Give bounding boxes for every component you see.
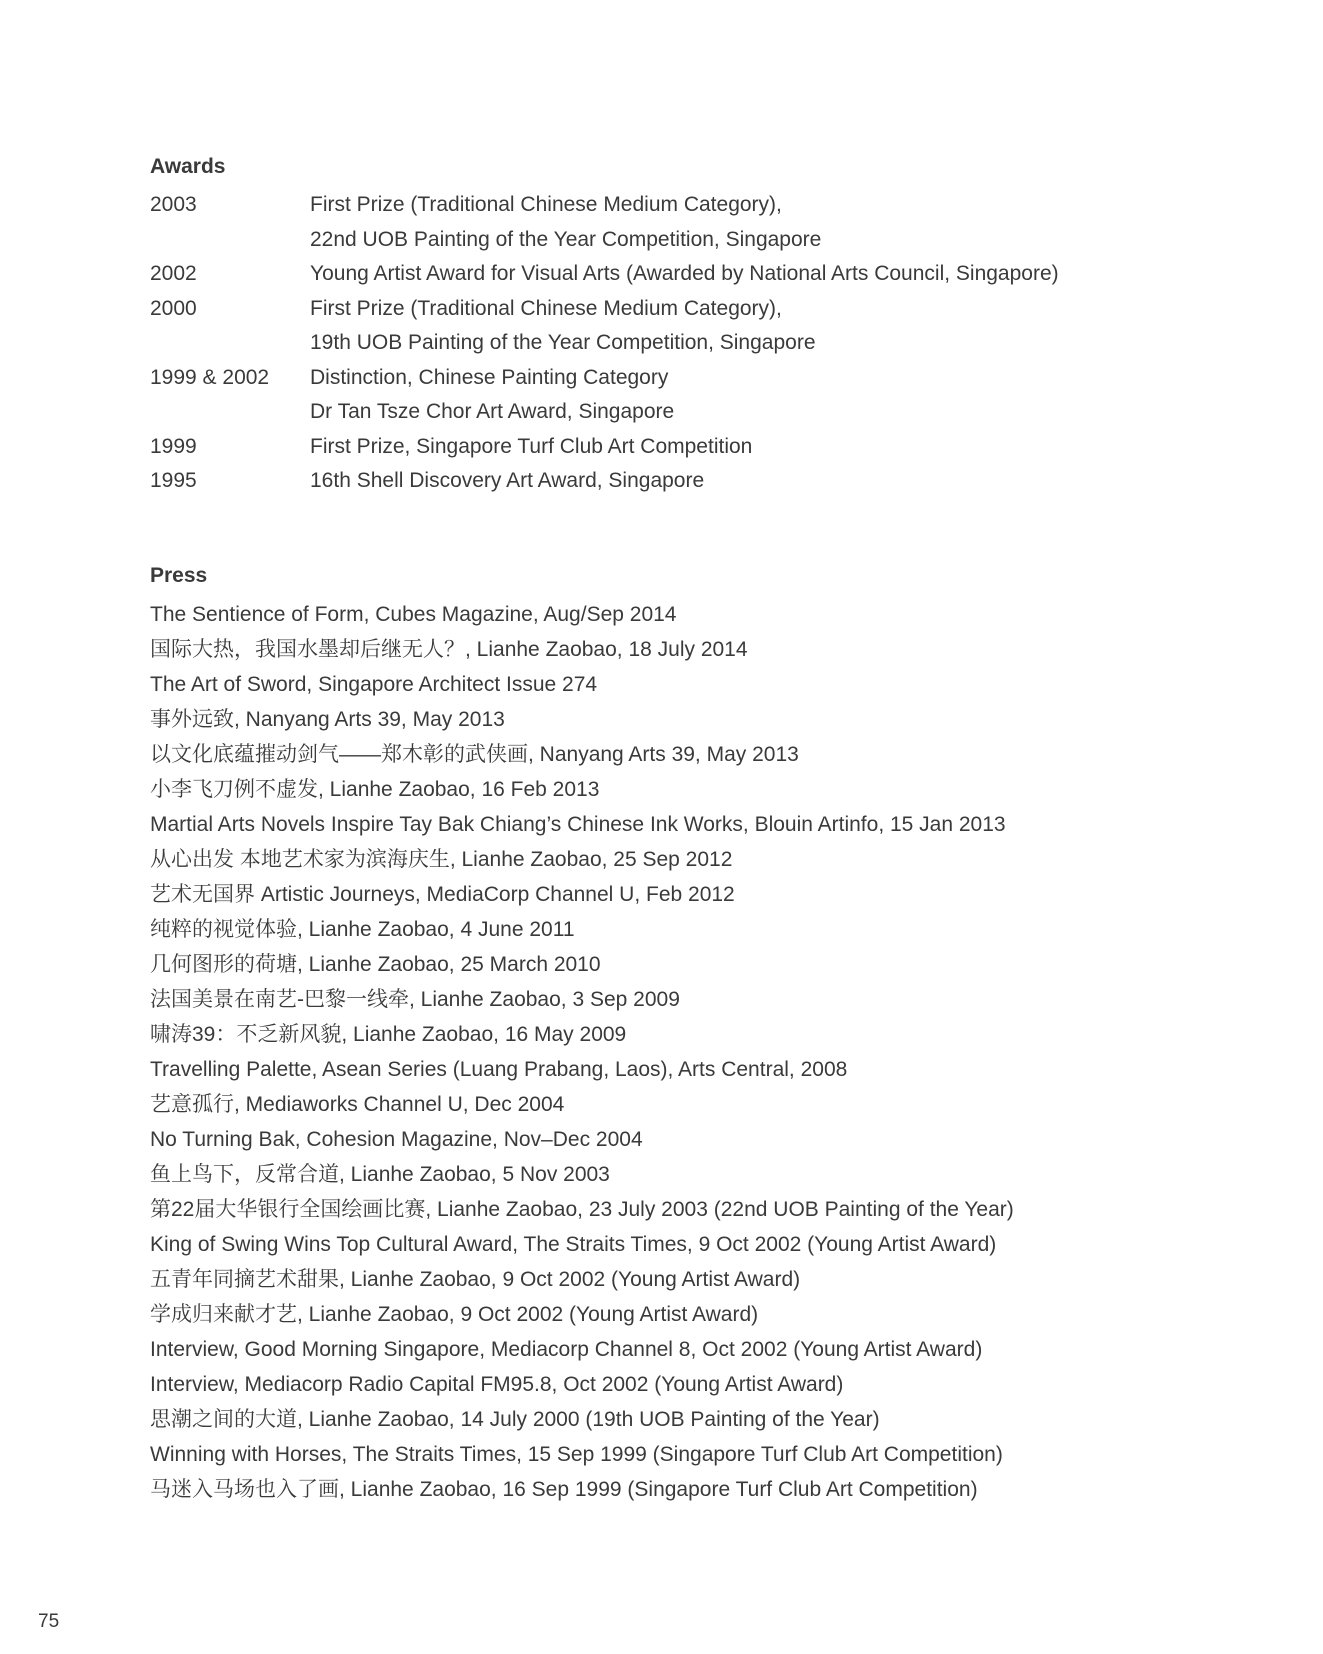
press-entry: 小李飞刀例不虚发, Lianhe Zaobao, 16 Feb 2013 [150,777,600,801]
award-description [310,292,1250,361]
press-entry: 啸涛39：不乏新风貌, Lianhe Zaobao, 16 May 2009 [150,1022,627,1046]
award-description-line: First Prize (Traditional Chinese Medium Category), [310,296,782,320]
award-description [310,464,1250,499]
press-entry: 法国美景在南艺-巴黎一线牵, Lianhe Zaobao, 3 Sep 2009 [150,987,680,1011]
award-year: 2003 [150,193,197,216]
award-entry [150,464,1250,499]
document-page [150,152,1250,1507]
award-description-line: Distinction, Chinese Painting Category [310,365,669,389]
press-list [150,597,1250,1507]
press-entry: Martial Arts Novels Inspire Tay Bak Chiang’s Chinese Ink Works, Blouin Artinfo, 15 Jan 2013 [150,812,1006,836]
press-entry: 第22届大华银行全国绘画比赛, Lianhe Zaobao, 23 July 2003 (22nd UOB Painting of the Year) [150,1197,1014,1221]
press-entry: 鱼上鸟下，反常合道, Lianhe Zaobao, 5 Nov 2003 [150,1162,610,1186]
press-entry: 学成归来献才艺, Lianhe Zaobao, 9 Oct 2002 (Young Artist Award) [150,1302,759,1326]
award-year: 1995 [150,469,197,492]
award-description-line: Dr Tan Tsze Chor Art Award, Singapore [310,400,675,423]
press-entry: 几何图形的荷塘, Lianhe Zaobao, 25 March 2010 [150,952,601,976]
award-description-line: 19th UOB Painting of the Year Competition, Singapore [310,331,816,354]
award-description-line: First Prize (Traditional Chinese Medium Category), [310,193,782,216]
press-entry: 马迷入马场也入了画, Lianhe Zaobao, 16 Sep 1999 (Singapore Turf Club Art Competition) [150,1477,978,1501]
award-description-line: 22nd UOB Painting of the Year Competition, Singapore [310,227,822,251]
award-year: 1999 & 2002 [150,365,270,389]
awards-heading: Awards [150,155,226,178]
press-entry: 从心出发 本地艺术家为滨海庆生, Lianhe Zaobao, 25 Sep 2012 [150,847,733,871]
award-description-line: 16th Shell Discovery Art Award, Singapore [310,469,705,492]
press-entry: Interview, Mediacorp Radio Capital FM95.8, Oct 2002 (Young Artist Award) [150,1372,844,1396]
awards-section [150,152,1250,499]
award-year: 2002 [150,262,197,285]
press-entry: 国际大热，我国水墨却后继无人？, Lianhe Zaobao, 18 July 2014 [150,637,748,661]
press-entry: The Sentience of Form, Cubes Magazine, Aug/Sep 2014 [150,602,677,626]
award-description-line: Young Artist Award for Visual Arts (Awarded by National Arts Council, Singapore) [310,262,1059,285]
award-description [310,257,1250,292]
award-entry [150,292,1250,361]
awards-list [150,188,1250,499]
award-description-line: First Prize, Singapore Turf Club Art Competition [310,434,753,458]
award-year: 2000 [150,296,197,320]
press-entry: 事外远致, Nanyang Arts 39, May 2013 [150,707,505,731]
award-entry [150,361,1250,430]
press-entry: No Turning Bak, Cohesion Magazine, Nov–Dec 2004 [150,1127,643,1151]
award-description [310,430,1250,465]
award-entry [150,188,1250,257]
award-entry [150,257,1250,292]
press-entry: 思潮之间的大道, Lianhe Zaobao, 14 July 2000 (19th UOB Painting of the Year) [150,1407,880,1431]
press-entry: 五青年同摘艺术甜果, Lianhe Zaobao, 9 Oct 2002 (Young Artist Award) [150,1267,801,1291]
press-entry: Winning with Horses, The Straits Times, 15 Sep 1999 (Singapore Turf Club Art Competition) [150,1442,1003,1466]
press-entry: King of Swing Wins Top Cultural Award, The Straits Times, 9 Oct 2002 (Young Artist Award) [150,1232,997,1256]
award-description [310,188,1250,257]
press-entry: 艺意孤行, Mediaworks Channel U, Dec 2004 [150,1092,565,1116]
press-entry: Travelling Palette, Asean Series (Luang Prabang, Laos), Arts Central, 2008 [150,1057,848,1081]
award-year: 1999 [150,434,197,458]
press-entry: 艺术无国界 Artistic Journeys, MediaCorp Channel U, Feb 2012 [150,882,735,906]
press-entry: Interview, Good Morning Singapore, Mediacorp Channel 8, Oct 2002 (Young Artist Award) [150,1337,983,1361]
award-description [310,361,1250,430]
press-entry: 纯粹的视觉体验, Lianhe Zaobao, 4 June 2011 [150,917,575,941]
press-heading: Press [150,563,208,587]
page-number: 75 [38,1611,60,1632]
press-entry: 以文化底蕴摧动剑气——郑木彰的武侠画, Nanyang Arts 39, May 2013 [150,742,799,766]
award-entry [150,430,1250,465]
press-section [150,561,1250,1507]
press-entry: The Art of Sword, Singapore Architect Issue 274 [150,672,598,696]
